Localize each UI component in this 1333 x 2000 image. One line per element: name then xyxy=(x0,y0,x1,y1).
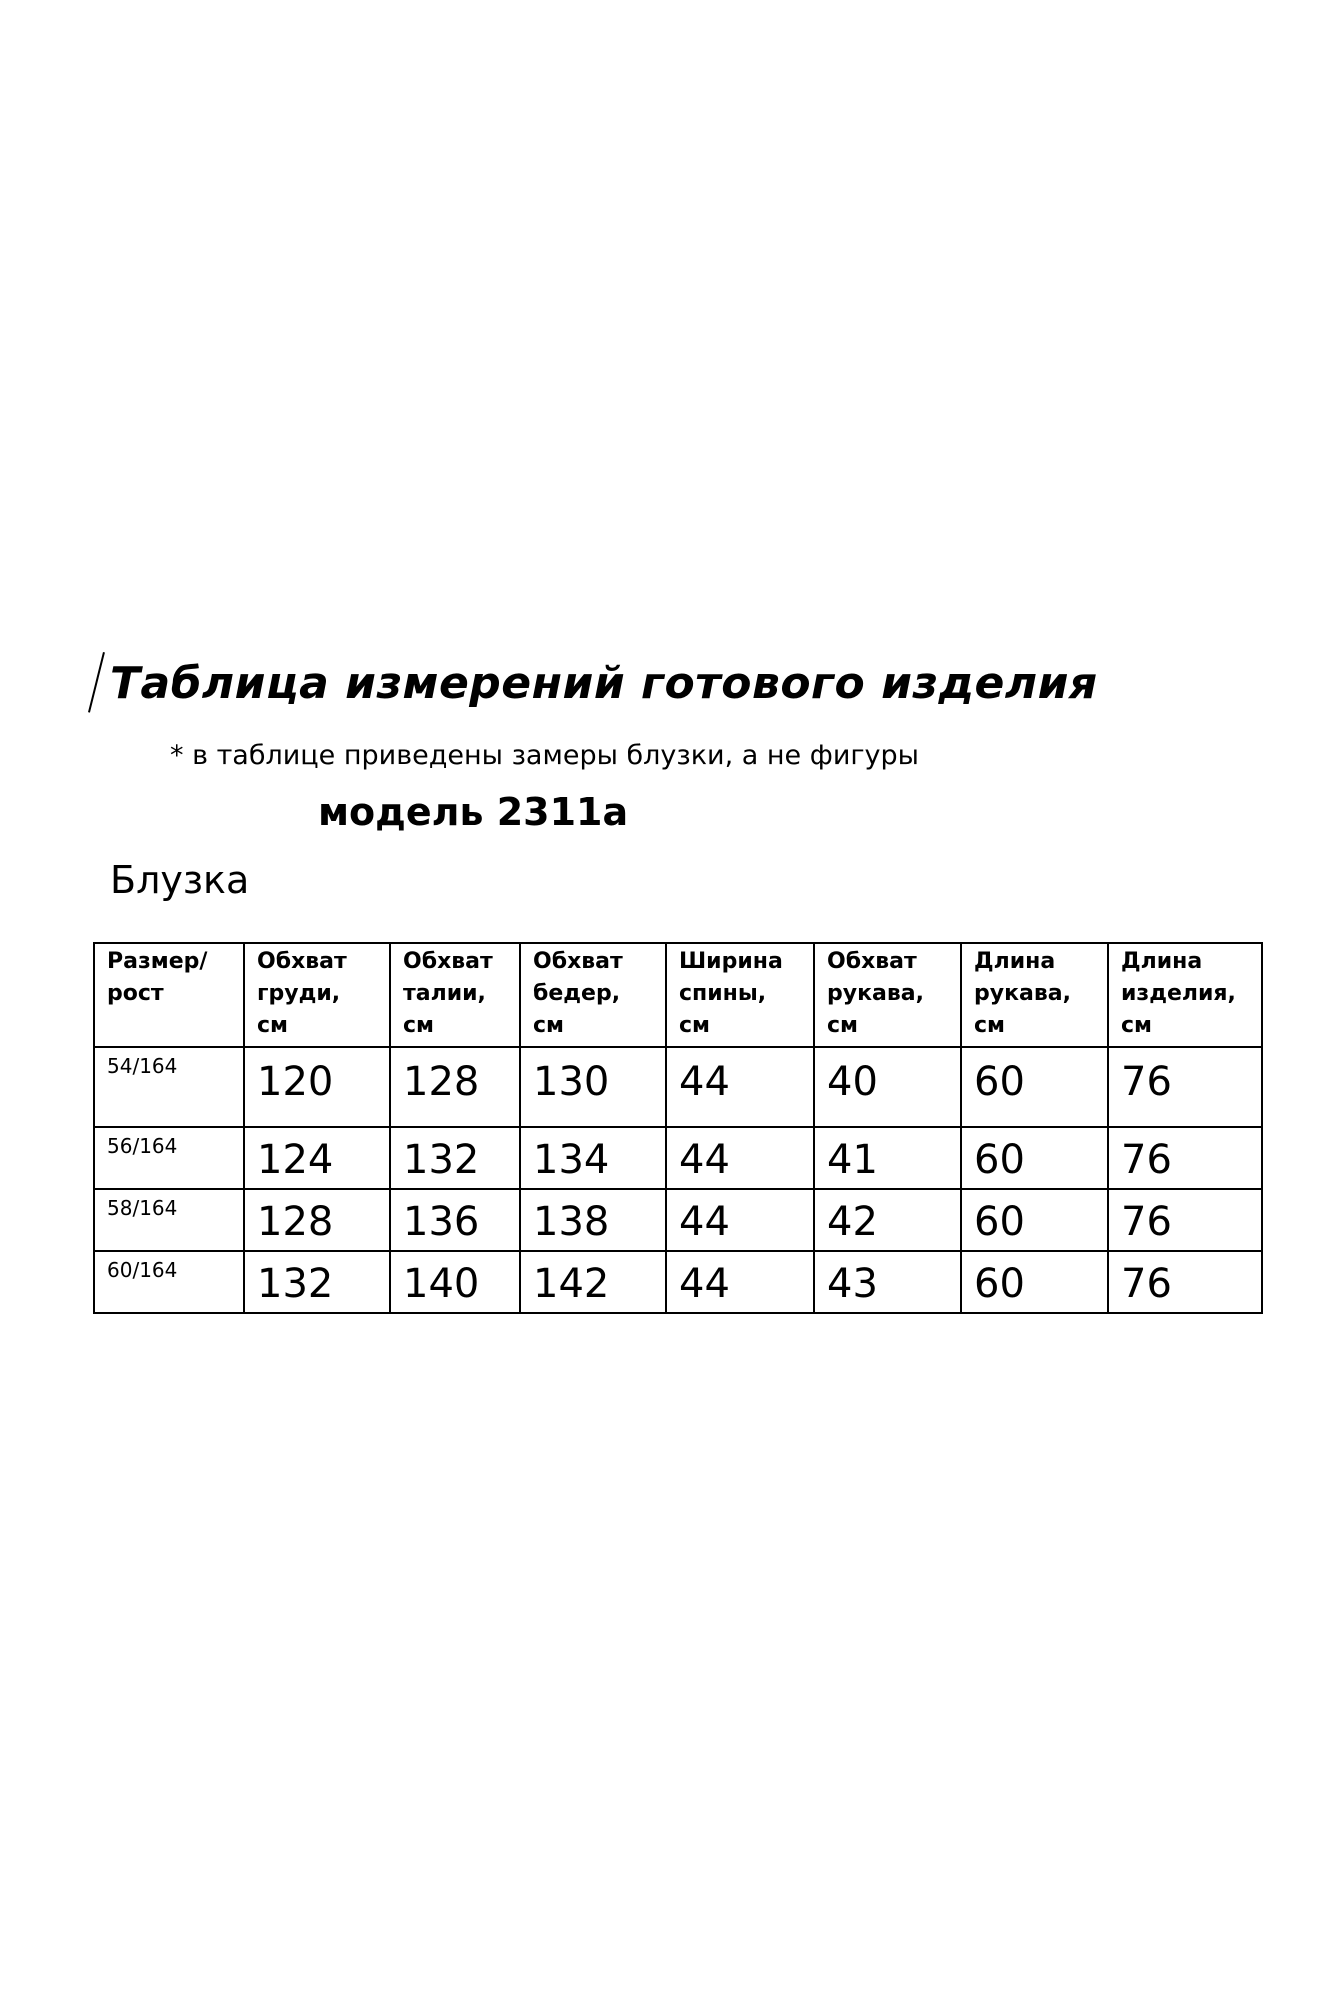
garment-length-value: 76 xyxy=(1108,1047,1262,1127)
sleeve-length-value: 60 xyxy=(961,1251,1108,1313)
measurement-note: * в таблице приведены замеры блузки, а не фигуры xyxy=(170,740,919,771)
table-row xyxy=(94,1127,1262,1189)
waist-value: 128 xyxy=(390,1047,520,1127)
page-title: Таблица измерений готового изделия xyxy=(110,658,1098,709)
size-cell: 58/164 xyxy=(94,1189,244,1251)
chest-value: 128 xyxy=(244,1189,390,1251)
waist-value: 132 xyxy=(390,1127,520,1189)
table-row xyxy=(94,1047,1262,1127)
waist-value: 140 xyxy=(390,1251,520,1313)
table-row xyxy=(94,1189,1262,1251)
chest-value: 132 xyxy=(244,1251,390,1313)
header-chest: Обхват груди, см xyxy=(244,943,390,1047)
garment-length-value: 76 xyxy=(1108,1189,1262,1251)
back-width-value: 44 xyxy=(666,1047,814,1127)
chest-value: 124 xyxy=(244,1127,390,1189)
header-garment-length: Длина изделия, см xyxy=(1108,943,1262,1047)
sleeve-length-value: 60 xyxy=(961,1189,1108,1251)
header-waist: Обхват талии, см xyxy=(390,943,520,1047)
hips-value: 142 xyxy=(520,1251,666,1313)
header-back-width: Ширина спины, см xyxy=(666,943,814,1047)
back-width-value: 44 xyxy=(666,1189,814,1251)
garment-length-value: 76 xyxy=(1108,1251,1262,1313)
hips-value: 138 xyxy=(520,1189,666,1251)
hips-value: 134 xyxy=(520,1127,666,1189)
waist-value: 136 xyxy=(390,1189,520,1251)
size-table xyxy=(93,942,1263,1314)
hips-value: 130 xyxy=(520,1047,666,1127)
size-cell: 54/164 xyxy=(94,1047,244,1127)
garment-length-value: 76 xyxy=(1108,1127,1262,1189)
size-cell: 56/164 xyxy=(94,1127,244,1189)
chest-value: 120 xyxy=(244,1047,390,1127)
back-width-value: 44 xyxy=(666,1127,814,1189)
sleeve-length-value: 60 xyxy=(961,1127,1108,1189)
sleeve-girth-value: 42 xyxy=(814,1189,961,1251)
table-row xyxy=(94,1251,1262,1313)
size-cell: 60/164 xyxy=(94,1251,244,1313)
text-cursor-mark xyxy=(88,652,105,713)
header-hips: Обхват бедер, см xyxy=(520,943,666,1047)
header-sleeve-girth: Обхват рукава, см xyxy=(814,943,961,1047)
header-size-height: Размер/ рост xyxy=(94,943,244,1047)
sleeve-girth-value: 43 xyxy=(814,1251,961,1313)
section-title: Блузка xyxy=(110,858,250,902)
header-sleeve-length: Длина рукава, см xyxy=(961,943,1108,1047)
model-number: модель 2311а xyxy=(318,790,629,834)
back-width-value: 44 xyxy=(666,1251,814,1313)
sleeve-girth-value: 41 xyxy=(814,1127,961,1189)
sleeve-girth-value: 40 xyxy=(814,1047,961,1127)
sleeve-length-value: 60 xyxy=(961,1047,1108,1127)
table-header-row xyxy=(94,943,1262,1047)
